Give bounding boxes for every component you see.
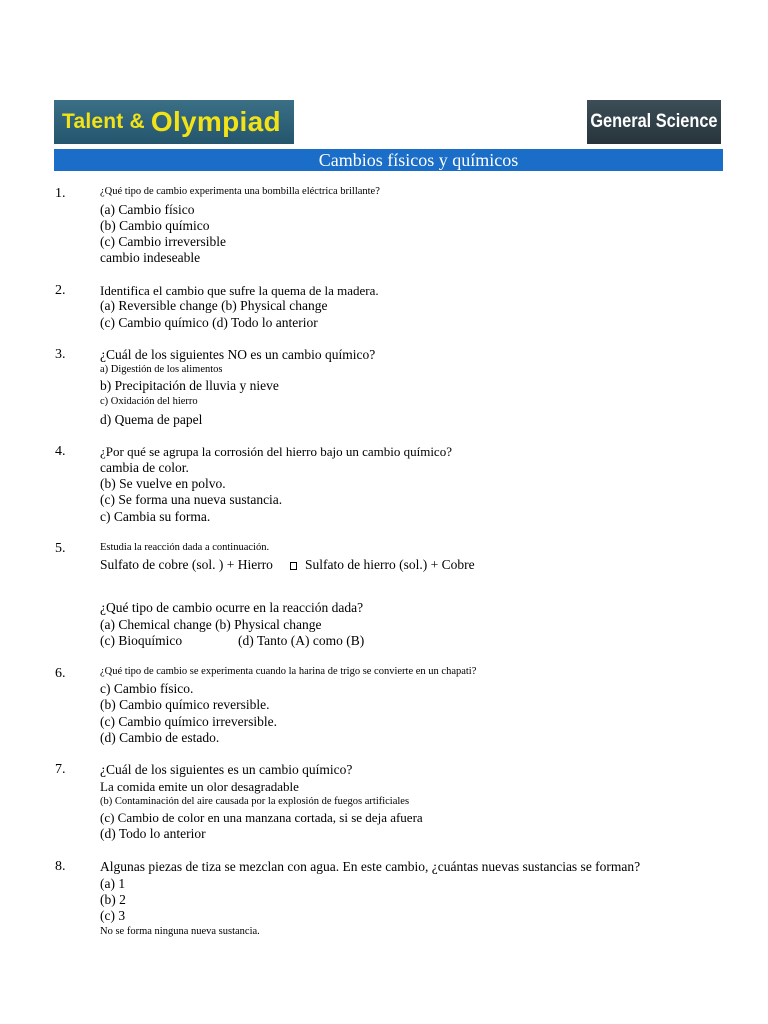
option: b) Precipitación de lluvia y nieve — [100, 378, 279, 393]
option: (b) Cambio químico — [100, 218, 210, 233]
option: (a) Reversible change (b) Physical change — [100, 298, 328, 313]
arrow-placeholder-icon — [290, 562, 297, 570]
option: (c) Cambio de color en una manzana cortada, si se deja afuera — [100, 810, 423, 825]
option: (b) Cambio químico reversible. — [100, 697, 270, 712]
question-stem: ¿Qué tipo de cambio se experimenta cuando la harina de trigo se convierte en un chapati? — [100, 666, 477, 677]
question-number: 1. — [55, 186, 66, 201]
option: (c) Cambio químico irreversible. — [100, 714, 277, 729]
question-stem: ¿Cuál de los siguientes es un cambio químico? — [100, 762, 353, 777]
option: (d) Cambio de estado. — [100, 730, 220, 745]
logo-olympiad-text: Olympiad — [150, 106, 281, 137]
option: No se forma ninguna nueva sustancia. — [100, 926, 260, 937]
question-number: 4. — [55, 444, 66, 459]
question-stem: ¿Por qué se agrupa la corrosión del hierro bajo un cambio químico? — [100, 444, 452, 459]
question-stem: ¿Cuál de los siguientes NO es un cambio químico? — [100, 347, 376, 362]
option: d) Quema de papel — [100, 412, 203, 427]
question-stem: ¿Qué tipo de cambio experimenta una bombilla eléctrica brillante? — [100, 186, 380, 197]
question-number: 8. — [55, 859, 66, 874]
option: (a) Cambio físico — [100, 202, 195, 217]
option: (b) Se vuelve en polvo. — [100, 476, 226, 491]
option: La comida emite un olor desagradable — [100, 779, 299, 794]
option: (a) Chemical change (b) Physical change — [100, 617, 322, 632]
option: cambia de color. — [100, 460, 189, 475]
option: c) Cambia su forma. — [100, 509, 211, 524]
logo-talent-text: Talent & — [62, 110, 145, 133]
reaction-right: Sulfato de hierro (sol.) + Cobre — [305, 557, 475, 572]
question-stem: Estudia la reacción dada a continuación. — [100, 542, 270, 553]
option: (c) 3 — [100, 908, 126, 923]
question-stem: Identifica el cambio que sufre la quema de la madera. — [100, 283, 379, 298]
general-science-logo — [587, 100, 721, 144]
question-sub-stem: ¿Qué tipo de cambio ocurre en la reacción dada? — [100, 600, 364, 615]
logo-general-science-text: General Science — [590, 111, 718, 132]
option: (b) Contaminación del aire causada por la explosión de fuegos artificiales — [100, 796, 410, 807]
option: (d) Todo lo anterior — [100, 826, 206, 841]
page-title: Cambios físicos y químicos — [54, 149, 723, 171]
option: (c) Cambio químico (d) Todo lo anterior — [100, 315, 318, 330]
option: a) Digestión de los alimentos — [100, 364, 223, 375]
question-number: 2. — [55, 283, 66, 298]
option: (c) Se forma una nueva sustancia. — [100, 492, 283, 507]
option: c) Cambio físico. — [100, 681, 194, 696]
reaction-left: Sulfato de cobre (sol. ) + Hierro — [100, 557, 273, 572]
option: cambio indeseable — [100, 250, 201, 265]
question-number: 5. — [55, 541, 66, 556]
option: (c) Cambio irreversible — [100, 234, 226, 249]
option: (d) Tanto (A) como (B) — [238, 633, 365, 648]
talent-olympiad-logo — [54, 100, 294, 144]
question-number: 3. — [55, 347, 66, 362]
question-number: 7. — [55, 762, 66, 777]
option: (c) Bioquímico — [100, 633, 183, 648]
option: c) Oxidación del hierro — [100, 396, 198, 407]
question-stem: Algunas piezas de tiza se mezclan con agua. En este cambio, ¿cuántas nuevas sustancias se forman? — [100, 859, 641, 874]
option: (a) 1 — [100, 876, 126, 891]
question-number: 6. — [55, 666, 66, 681]
option: (b) 2 — [100, 892, 126, 907]
